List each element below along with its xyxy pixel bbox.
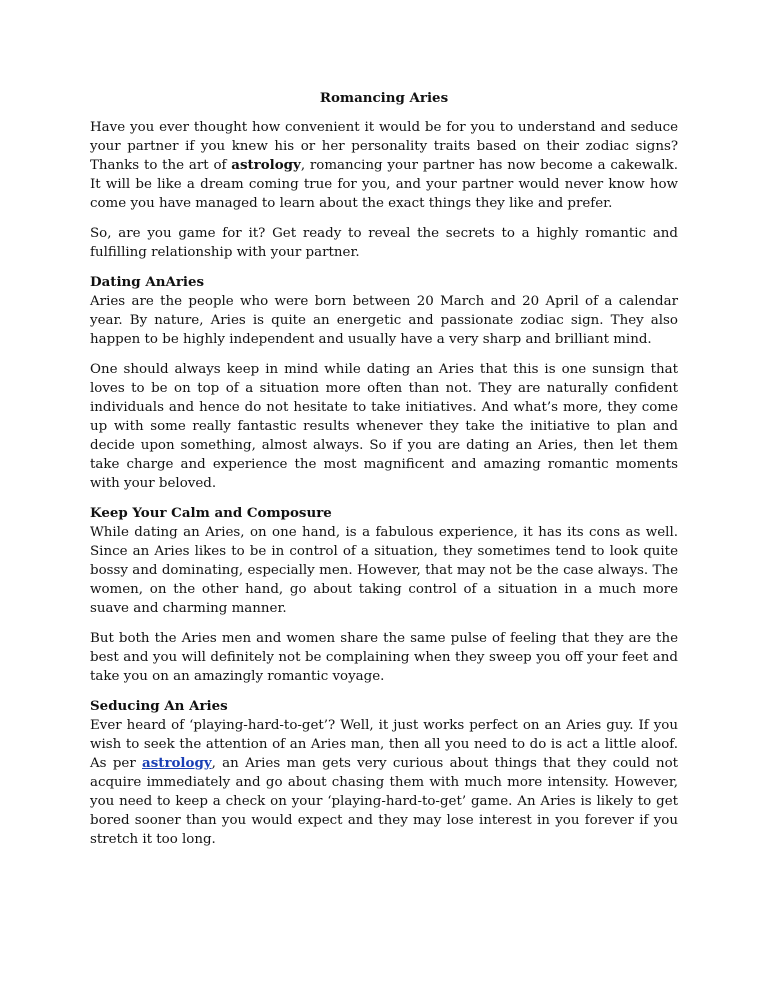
section-heading-seducing: Seducing An Aries [90, 698, 228, 714]
seducing-text-after: , an Aries man gets very curious about things that they could not acquire immediately and go about chasing them with much more intensity. However, you need to keep a check on your ‘playing-hard-to-get’ game. An Aries is likely to get bored sooner than you would expect and they may lose interest in you forever if you stretch it too long. [90, 756, 679, 847]
document-page [90, 89, 678, 860]
seducing-paragraph [90, 716, 678, 849]
section-heading-calm: Keep Your Calm and Composure [90, 505, 332, 521]
dating-paragraph-2: One should always keep in mind while dating an Aries that this is one sunsign that loves to be on top of a situation more often than not. They are naturally confident individuals and hence do not hesitate to take initiatives. And what’s more, they come up with some really fantastic results whenever they take the initiative to plan and decide upon something, almost always. So if you are dating an Aries, then let them take charge and experience the most magnificent and amazing romantic moments with your beloved. [90, 362, 678, 491]
astrology-link[interactable]: astrology [142, 755, 212, 771]
intro-paragraph-2: So, are you game for it? Get ready to reveal the secrets to a highly romantic and fulfilling relationship with your partner. [90, 226, 678, 260]
dating-paragraph-1: Aries are the people who were born between 20 March and 20 April of a calendar year. By nature, Aries is quite an energetic and passionate zodiac sign. They also happen to be highly independent and usually have a very sharp and brilliant mind. [90, 294, 678, 347]
astrology-bold-term: astrology [231, 157, 301, 173]
seducing-text-before: Ever heard of ‘playing-hard-to-get’? Well, it just works perfect on an Aries guy. If you wish to seek the attention of an Aries man, then all you need to do is act a little aloof. As per [90, 718, 678, 771]
calm-paragraph-1: While dating an Aries, on one hand, is a fabulous experience, it has its cons as well. Since an Aries likes to be in control of a situation, they sometimes tend to look quite bossy and dominating, especially men. However, that may not be the case always. The women, on the other hand, go about taking control of a situation in a much more suave and charming manner. [90, 525, 678, 616]
section-heading-dating: Dating AnAries [90, 274, 205, 290]
page-title: Romancing Aries [319, 90, 449, 106]
calm-paragraph-2: But both the Aries men and women share the same pulse of feeling that they are the best and you will definitely not be complaining when they sweep you off your feet and take you on an amazingly romantic voyage. [90, 631, 678, 684]
intro-paragraph-1 [90, 118, 678, 213]
intro-text-after: , romancing your partner has now become a cakewalk. It will be like a dream coming true for you, and your partner would never know how come you have managed to learn about the exact things they like and prefer. [90, 158, 679, 211]
intro-text-before: Have you ever thought how convenient it would be for you to understand and seduce your partner if you knew his or her personality traits based on their zodiac signs? Thanks to the art of [90, 120, 678, 173]
